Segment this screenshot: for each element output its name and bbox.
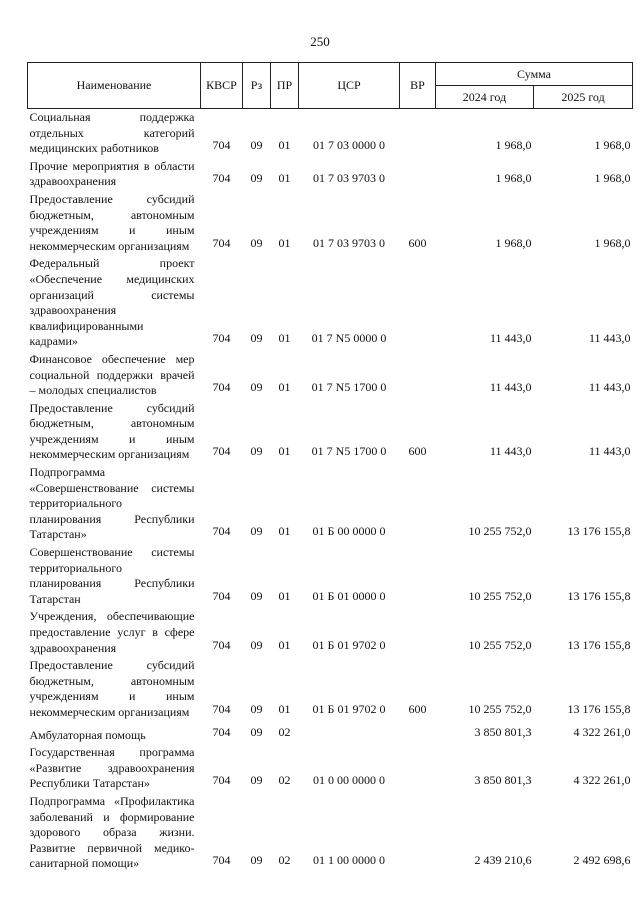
row-sum-2024: 3 850 801,3 — [474, 724, 532, 739]
row-sum-2024: 11 443,0 — [489, 444, 532, 459]
row-rz: 09 — [250, 235, 263, 250]
row-sum-2024: 3 850 801,3 — [474, 773, 532, 788]
header-name: Наименование — [28, 63, 201, 109]
row-vr: 600 — [408, 235, 427, 250]
row-csr: 01 Б 00 0000 0 — [312, 524, 386, 539]
row-vr — [400, 608, 436, 657]
row-csr: 01 7 03 0000 0 — [313, 138, 385, 153]
row-name: Прочие мероприятия в области здравоохранения — [29, 158, 195, 189]
row-pr: 01 — [278, 701, 291, 716]
row-name: Социальная поддержка отдельных категорий медицинских работников — [29, 110, 195, 156]
row-pr: 02 — [278, 724, 291, 739]
row-kvsr: 704 — [212, 171, 231, 186]
row-kvsr: 704 — [212, 637, 231, 652]
row-kvsr: 704 — [212, 235, 231, 250]
row-pr: 01 — [278, 524, 291, 539]
table-row — [28, 191, 633, 255]
table-body — [28, 109, 633, 873]
header-sum: Сумма — [436, 63, 633, 86]
row-sum-2025: 1 968,0 — [594, 171, 631, 186]
table-row — [28, 109, 633, 158]
row-name: Предоставление субсидий бюджетным, автономным учреждениям и иным некоммерческим организациям — [29, 400, 195, 462]
row-rz: 09 — [250, 171, 263, 186]
row-csr: 01 0 00 0000 0 — [313, 773, 385, 788]
row-pr: 01 — [278, 138, 291, 153]
row-sum-2024: 1 968,0 — [495, 171, 532, 186]
row-vr — [400, 744, 436, 793]
row-csr: 01 7 N5 1700 0 — [311, 444, 387, 459]
row-sum-2024: 10 255 752,0 — [468, 524, 532, 539]
row-sum-2024: 11 443,0 — [489, 331, 532, 346]
table-row — [28, 744, 633, 793]
row-kvsr: 704 — [212, 444, 231, 459]
row-name: Предоставление субсидий бюджетным, автономным учреждениям и иным некоммерческим организациям — [29, 658, 195, 719]
row-kvsr: 704 — [212, 724, 231, 739]
row-sum-2024: 11 443,0 — [489, 380, 532, 395]
row-name: Финансовое обеспечение мер социальной поддержки врачей – молодых специалистов — [29, 351, 195, 398]
row-csr — [299, 722, 400, 745]
page-number: 250 — [310, 34, 330, 49]
row-pr: 01 — [278, 444, 291, 459]
row-sum-2024: 10 255 752,0 — [468, 588, 532, 603]
row-csr: 01 Б 01 9702 0 — [312, 637, 386, 652]
row-pr: 02 — [278, 773, 291, 788]
row-sum-2025: 4 322 261,0 — [573, 724, 631, 739]
row-name: Амбулаторная помощь — [29, 727, 146, 742]
row-pr: 02 — [278, 853, 291, 868]
row-kvsr: 704 — [212, 524, 231, 539]
row-vr — [400, 793, 436, 873]
row-rz: 09 — [250, 380, 263, 395]
row-sum-2024: 2 439 210,6 — [474, 853, 532, 868]
header-2024: 2024 год — [436, 86, 534, 109]
row-sum-2024: 1 968,0 — [495, 235, 532, 250]
row-vr — [400, 722, 436, 745]
row-rz: 09 — [250, 724, 263, 739]
row-sum-2024: 10 255 752,0 — [468, 701, 532, 716]
row-sum-2025: 13 176 155,8 — [567, 588, 631, 603]
table-row — [28, 544, 633, 608]
row-csr: 01 1 00 0000 0 — [313, 853, 385, 868]
row-rz: 09 — [250, 524, 263, 539]
table-row — [28, 158, 633, 191]
row-kvsr: 704 — [212, 138, 231, 153]
row-vr — [400, 109, 436, 158]
row-rz: 09 — [250, 444, 263, 459]
row-sum-2025: 13 176 155,8 — [567, 637, 631, 652]
row-sum-2025: 11 443,0 — [588, 444, 631, 459]
row-name: Государственная программа «Развитие здравоохранения Республики Татарстан» — [29, 745, 195, 791]
header-vr: ВР — [400, 63, 436, 109]
header-csr: ЦСР — [299, 63, 400, 109]
row-sum-2025: 4 322 261,0 — [573, 773, 631, 788]
row-sum-2025: 1 968,0 — [594, 235, 631, 250]
table-row — [28, 464, 633, 544]
row-name: Подпрограмма «Профилактика заболеваний и формирование здорового образа жизни. Развитие первичной медико-санитарной помощи» — [29, 793, 195, 871]
row-rz: 09 — [250, 637, 263, 652]
row-name: Федеральный проект «Обеспечение медицинских организаций системы здравоохранения квалифицированными кадрами» — [29, 256, 195, 349]
header-rz: Рз — [243, 63, 271, 109]
table-row — [28, 608, 633, 657]
table-row — [28, 351, 633, 400]
table-row — [28, 255, 633, 351]
row-vr — [400, 351, 436, 400]
header-kvsr: КВСР — [201, 63, 243, 109]
row-vr: 600 — [408, 701, 427, 716]
table-row — [28, 400, 633, 464]
row-vr: 600 — [408, 444, 427, 459]
row-csr: 01 7 03 9703 0 — [313, 171, 385, 186]
row-rz: 09 — [250, 701, 263, 716]
row-pr: 01 — [278, 331, 291, 346]
row-kvsr: 704 — [212, 853, 231, 868]
row-kvsr: 704 — [212, 380, 231, 395]
row-sum-2025: 11 443,0 — [588, 380, 631, 395]
row-rz: 09 — [250, 138, 263, 153]
row-vr — [400, 255, 436, 351]
row-csr: 01 7 N5 0000 0 — [311, 331, 387, 346]
row-vr — [400, 158, 436, 191]
row-sum-2025: 13 176 155,8 — [567, 701, 631, 716]
row-sum-2025: 2 492 698,6 — [573, 853, 631, 868]
table-header — [28, 63, 633, 109]
row-csr: 01 7 N5 1700 0 — [311, 380, 387, 395]
row-csr: 01 7 03 9703 0 — [313, 235, 385, 250]
header-2025: 2025 год — [534, 86, 633, 109]
row-kvsr: 704 — [212, 701, 231, 716]
row-pr: 01 — [278, 588, 291, 603]
row-kvsr: 704 — [212, 331, 231, 346]
row-pr: 01 — [278, 380, 291, 395]
row-csr: 01 Б 01 0000 0 — [312, 588, 386, 603]
row-pr: 01 — [278, 171, 291, 186]
row-name: Совершенствование системы территориального планирования Республики Татарстан — [29, 545, 195, 606]
row-name: Предоставление субсидий бюджетным, автономным учреждениям и иным некоммерческим организациям — [29, 191, 195, 253]
row-csr: 01 Б 01 9702 0 — [312, 701, 386, 716]
row-sum-2024: 1 968,0 — [495, 138, 532, 153]
row-pr: 01 — [278, 637, 291, 652]
row-rz: 09 — [250, 331, 263, 346]
row-sum-2025: 11 443,0 — [588, 331, 631, 346]
row-sum-2025: 1 968,0 — [594, 138, 631, 153]
table-row — [28, 657, 633, 721]
row-pr: 01 — [278, 235, 291, 250]
row-sum-2025: 13 176 155,8 — [567, 524, 631, 539]
table-row — [28, 722, 633, 745]
row-vr — [400, 464, 436, 544]
header-pr: ПР — [271, 63, 299, 109]
budget-table — [27, 62, 633, 873]
table-row — [28, 793, 633, 873]
row-rz: 09 — [250, 853, 263, 868]
row-sum-2024: 10 255 752,0 — [468, 637, 532, 652]
row-kvsr: 704 — [212, 588, 231, 603]
row-rz: 09 — [250, 773, 263, 788]
row-vr — [400, 544, 436, 608]
row-rz: 09 — [250, 588, 263, 603]
row-name: Учреждения, обеспечивающие предоставление услуг в сфере здравоохранения — [29, 609, 195, 655]
row-kvsr: 704 — [212, 773, 231, 788]
row-name: Подпрограмма «Совершенствование системы территориального планирования Республики Татарстан» — [29, 465, 195, 542]
